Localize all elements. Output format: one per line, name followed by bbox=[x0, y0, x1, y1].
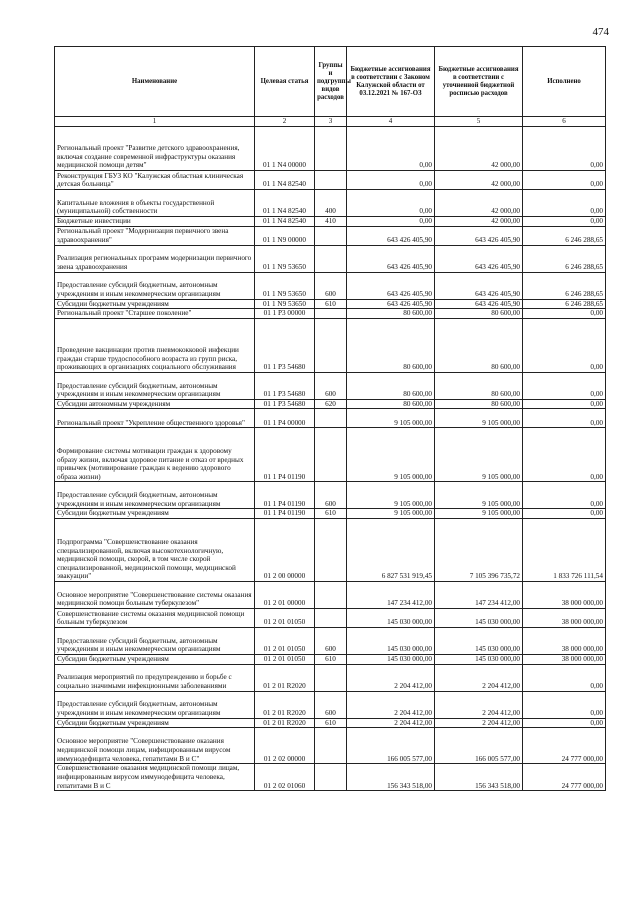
row-name: Предоставление субсидий бюджетным, автономным учреждениям и иным некоммерческим организациям bbox=[55, 691, 255, 718]
row-expense-group: 600 bbox=[315, 627, 347, 654]
row-target-article: 01 1 N9 53650 bbox=[255, 245, 315, 272]
row-target-article: 01 1 P3 00000 bbox=[255, 309, 315, 319]
table-body bbox=[55, 127, 606, 791]
table-row bbox=[55, 664, 606, 691]
row-refined-amount: 2 204 412,00 bbox=[435, 691, 523, 718]
row-executed-amount: 38 000 000,00 bbox=[523, 608, 606, 627]
table-row bbox=[55, 190, 606, 217]
col-name-header: Наименование bbox=[55, 47, 255, 117]
row-law-amount: 6 827 531 919,45 bbox=[347, 518, 435, 581]
row-refined-amount: 166 005 577,00 bbox=[435, 728, 523, 764]
row-executed-amount: 1 833 726 111,54 bbox=[523, 518, 606, 581]
table-row bbox=[55, 627, 606, 654]
row-executed-amount: 0,00 bbox=[523, 428, 606, 482]
column-number: 4 bbox=[347, 117, 435, 127]
row-name: Региональный проект "Модернизация первичного звена здравоохранения" bbox=[55, 226, 255, 245]
row-name: Региональный проект "Старшее поколение" bbox=[55, 309, 255, 319]
col-executed-header: Исполнено bbox=[523, 47, 606, 117]
table-row bbox=[55, 399, 606, 409]
row-name: Формирование системы мотивации граждан к здоровому образу жизни, включая здоровое питание и отказ от вредных привычек (мотивирование граждан к ведению здорового образа жизни) bbox=[55, 428, 255, 482]
page-number: 474 bbox=[592, 26, 609, 38]
table-row bbox=[55, 482, 606, 509]
row-refined-amount: 2 204 412,00 bbox=[435, 664, 523, 691]
row-refined-amount: 2 204 412,00 bbox=[435, 718, 523, 728]
row-target-article: 01 1 P4 01190 bbox=[255, 428, 315, 482]
row-refined-amount: 80 600,00 bbox=[435, 399, 523, 409]
row-name: Субсидии бюджетным учреждениям bbox=[55, 718, 255, 728]
table-row bbox=[55, 299, 606, 309]
row-target-article: 01 1 P4 00000 bbox=[255, 409, 315, 428]
table-row bbox=[55, 728, 606, 764]
row-name: Субсидии бюджетным учреждениям bbox=[55, 654, 255, 664]
row-target-article: 01 1 P4 01190 bbox=[255, 482, 315, 509]
row-refined-amount: 156 343 518,00 bbox=[435, 764, 523, 791]
row-name: Предоставление субсидий бюджетным, автономным учреждениям и иным некоммерческим организациям bbox=[55, 372, 255, 399]
row-refined-amount: 145 030 000,00 bbox=[435, 608, 523, 627]
row-law-amount: 80 600,00 bbox=[347, 372, 435, 399]
row-name: Предоставление субсидий бюджетным, автономным учреждениям и иным некоммерческим организациям bbox=[55, 272, 255, 299]
row-expense-group bbox=[315, 581, 347, 608]
row-target-article: 01 2 02 01060 bbox=[255, 764, 315, 791]
row-law-amount: 2 204 412,00 bbox=[347, 691, 435, 718]
row-name: Совершенствование оказания медицинской помощи лицам, инфицированным вирусом иммунодефицита человека, гепатитами B и C bbox=[55, 764, 255, 791]
row-name: Бюджетные инвестиции bbox=[55, 217, 255, 227]
row-executed-amount: 0,00 bbox=[523, 664, 606, 691]
row-refined-amount: 42 000,00 bbox=[435, 217, 523, 227]
row-executed-amount: 0,00 bbox=[523, 318, 606, 372]
row-name: Реализация мероприятий по предупреждению и борьбе с социально значимыми инфекционными заболеваниями bbox=[55, 664, 255, 691]
row-law-amount: 9 105 000,00 bbox=[347, 509, 435, 519]
row-executed-amount: 6 246 288,65 bbox=[523, 245, 606, 272]
row-law-amount: 166 005 577,00 bbox=[347, 728, 435, 764]
col-refined-header: Бюджетные ассигнования в соответствии с уточненной бюджетной росписью расходов bbox=[435, 47, 523, 117]
column-number: 6 bbox=[523, 117, 606, 127]
row-refined-amount: 80 600,00 bbox=[435, 309, 523, 319]
row-target-article: 01 2 01 01050 bbox=[255, 627, 315, 654]
row-law-amount: 643 426 405,90 bbox=[347, 226, 435, 245]
table-row bbox=[55, 518, 606, 581]
row-refined-amount: 643 426 405,90 bbox=[435, 272, 523, 299]
row-expense-group: 600 bbox=[315, 272, 347, 299]
row-name: Субсидии бюджетным учреждениям bbox=[55, 299, 255, 309]
row-refined-amount: 7 105 396 735,72 bbox=[435, 518, 523, 581]
row-expense-group: 610 bbox=[315, 718, 347, 728]
row-executed-amount: 0,00 bbox=[523, 190, 606, 217]
column-number: 3 bbox=[315, 117, 347, 127]
table-row bbox=[55, 217, 606, 227]
row-expense-group bbox=[315, 127, 347, 171]
row-refined-amount: 80 600,00 bbox=[435, 318, 523, 372]
row-name: Совершенствование системы оказания медицинской помощи больным туберкулезом bbox=[55, 608, 255, 627]
table-row bbox=[55, 171, 606, 190]
row-law-amount: 0,00 bbox=[347, 171, 435, 190]
table-row bbox=[55, 318, 606, 372]
row-law-amount: 80 600,00 bbox=[347, 318, 435, 372]
row-executed-amount: 0,00 bbox=[523, 171, 606, 190]
row-target-article: 01 2 02 00000 bbox=[255, 728, 315, 764]
row-name: Региональный проект "Развитие детского здравоохранения, включая создание современной инфраструктуры оказания медицинской помощи детям" bbox=[55, 127, 255, 171]
row-name: Субсидии бюджетным учреждениям bbox=[55, 509, 255, 519]
row-law-amount: 643 426 405,90 bbox=[347, 245, 435, 272]
row-target-article: 01 1 P3 54680 bbox=[255, 372, 315, 399]
row-target-article: 01 1 N4 82540 bbox=[255, 217, 315, 227]
row-refined-amount: 145 030 000,00 bbox=[435, 627, 523, 654]
row-refined-amount: 643 426 405,90 bbox=[435, 226, 523, 245]
row-name: Предоставление субсидий бюджетным, автономным учреждениям и иным некоммерческим организациям bbox=[55, 482, 255, 509]
row-law-amount: 145 030 000,00 bbox=[347, 654, 435, 664]
row-refined-amount: 42 000,00 bbox=[435, 171, 523, 190]
row-refined-amount: 643 426 405,90 bbox=[435, 245, 523, 272]
col-group-header: Группы и подгруппы видов расходов bbox=[315, 47, 347, 117]
row-law-amount: 0,00 bbox=[347, 127, 435, 171]
row-target-article: 01 1 N9 00000 bbox=[255, 226, 315, 245]
row-executed-amount: 0,00 bbox=[523, 127, 606, 171]
row-expense-group bbox=[315, 664, 347, 691]
table-row bbox=[55, 272, 606, 299]
row-name: Предоставление субсидий бюджетным, автономным учреждениям и иным некоммерческим организациям bbox=[55, 627, 255, 654]
row-target-article: 01 2 01 R2020 bbox=[255, 664, 315, 691]
row-executed-amount: 0,00 bbox=[523, 509, 606, 519]
row-refined-amount: 643 426 405,90 bbox=[435, 299, 523, 309]
row-executed-amount: 6 246 288,65 bbox=[523, 272, 606, 299]
row-expense-group bbox=[315, 318, 347, 372]
row-target-article: 01 1 P3 54680 bbox=[255, 318, 315, 372]
row-expense-group bbox=[315, 171, 347, 190]
table-row bbox=[55, 245, 606, 272]
row-target-article: 01 1 N4 82540 bbox=[255, 171, 315, 190]
row-expense-group bbox=[315, 764, 347, 791]
row-law-amount: 145 030 000,00 bbox=[347, 608, 435, 627]
row-expense-group bbox=[315, 728, 347, 764]
row-target-article: 01 1 N4 00000 bbox=[255, 127, 315, 171]
table-row bbox=[55, 581, 606, 608]
row-executed-amount: 38 000 000,00 bbox=[523, 581, 606, 608]
row-executed-amount: 38 000 000,00 bbox=[523, 627, 606, 654]
table-row bbox=[55, 409, 606, 428]
row-refined-amount: 9 105 000,00 bbox=[435, 428, 523, 482]
row-law-amount: 145 030 000,00 bbox=[347, 627, 435, 654]
header-row bbox=[55, 47, 606, 117]
table-row bbox=[55, 764, 606, 791]
row-name: Подпрограмма "Совершенствование оказания специализированной, включая высокотехнологичную, медицинской помощи, скорой, в том числе скорой специализированной, медицинской помощи, медицинской эвакуации" bbox=[55, 518, 255, 581]
table-row bbox=[55, 718, 606, 728]
row-law-amount: 147 234 412,00 bbox=[347, 581, 435, 608]
row-refined-amount: 9 105 000,00 bbox=[435, 409, 523, 428]
row-expense-group: 400 bbox=[315, 190, 347, 217]
row-expense-group bbox=[315, 245, 347, 272]
row-name: Региональный проект "Укрепление общественного здоровья" bbox=[55, 409, 255, 428]
row-executed-amount: 0,00 bbox=[523, 309, 606, 319]
row-expense-group bbox=[315, 428, 347, 482]
row-law-amount: 9 105 000,00 bbox=[347, 482, 435, 509]
row-law-amount: 80 600,00 bbox=[347, 399, 435, 409]
row-expense-group bbox=[315, 226, 347, 245]
row-law-amount: 9 105 000,00 bbox=[347, 428, 435, 482]
col-code-header: Целевая статья bbox=[255, 47, 315, 117]
row-target-article: 01 1 N9 53650 bbox=[255, 272, 315, 299]
row-target-article: 01 1 N9 53650 bbox=[255, 299, 315, 309]
row-refined-amount: 145 030 000,00 bbox=[435, 654, 523, 664]
row-target-article: 01 2 01 00000 bbox=[255, 581, 315, 608]
row-law-amount: 2 204 412,00 bbox=[347, 664, 435, 691]
row-executed-amount: 0,00 bbox=[523, 482, 606, 509]
row-expense-group bbox=[315, 608, 347, 627]
row-executed-amount: 0,00 bbox=[523, 372, 606, 399]
column-number: 1 bbox=[55, 117, 255, 127]
row-executed-amount: 0,00 bbox=[523, 691, 606, 718]
row-name: Основное мероприятие "Совершенствование системы оказания медицинской помощи больным туберкулезом" bbox=[55, 581, 255, 608]
row-executed-amount: 0,00 bbox=[523, 718, 606, 728]
row-name: Субсидии автономным учреждениям bbox=[55, 399, 255, 409]
row-refined-amount: 147 234 412,00 bbox=[435, 581, 523, 608]
row-executed-amount: 24 777 000,00 bbox=[523, 728, 606, 764]
table-row bbox=[55, 654, 606, 664]
row-name: Капитальные вложения в объекты государственной (муниципальной) собственности bbox=[55, 190, 255, 217]
row-target-article: 01 2 01 R2020 bbox=[255, 691, 315, 718]
row-expense-group: 620 bbox=[315, 399, 347, 409]
column-number: 2 bbox=[255, 117, 315, 127]
row-name: Реализация региональных программ модернизации первичного звена здравоохранения bbox=[55, 245, 255, 272]
row-name: Реконструкция ГБУЗ КО "Калужская областная клиническая детская больница" bbox=[55, 171, 255, 190]
row-target-article: 01 2 01 01050 bbox=[255, 654, 315, 664]
row-refined-amount: 9 105 000,00 bbox=[435, 482, 523, 509]
column-number-row bbox=[55, 117, 606, 127]
table-row bbox=[55, 372, 606, 399]
table-row bbox=[55, 226, 606, 245]
row-refined-amount: 9 105 000,00 bbox=[435, 509, 523, 519]
row-refined-amount: 42 000,00 bbox=[435, 127, 523, 171]
row-law-amount: 156 343 518,00 bbox=[347, 764, 435, 791]
row-law-amount: 643 426 405,90 bbox=[347, 299, 435, 309]
row-expense-group: 610 bbox=[315, 299, 347, 309]
row-expense-group: 610 bbox=[315, 509, 347, 519]
row-expense-group: 600 bbox=[315, 372, 347, 399]
row-expense-group: 600 bbox=[315, 482, 347, 509]
table-row bbox=[55, 509, 606, 519]
row-executed-amount: 38 000 000,00 bbox=[523, 654, 606, 664]
row-name: Проведение вакцинации против пневмококковой инфекции граждан старше трудоспособного возраста из групп риска, проживающих в организациях социального обслуживания bbox=[55, 318, 255, 372]
row-target-article: 01 2 01 01050 bbox=[255, 608, 315, 627]
table-row bbox=[55, 691, 606, 718]
table-row bbox=[55, 309, 606, 319]
col-law-header: Бюджетные ассигнования в соответствии с Законом Калужской области от 03.12.2021 № 167-ОЗ bbox=[347, 47, 435, 117]
row-expense-group bbox=[315, 409, 347, 428]
table-row bbox=[55, 127, 606, 171]
row-target-article: 01 1 P4 01190 bbox=[255, 509, 315, 519]
row-expense-group bbox=[315, 518, 347, 581]
row-law-amount: 0,00 bbox=[347, 190, 435, 217]
row-executed-amount: 0,00 bbox=[523, 399, 606, 409]
row-expense-group: 610 bbox=[315, 654, 347, 664]
row-expense-group bbox=[315, 309, 347, 319]
row-executed-amount: 6 246 288,65 bbox=[523, 299, 606, 309]
row-refined-amount: 80 600,00 bbox=[435, 372, 523, 399]
row-target-article: 01 1 P3 54680 bbox=[255, 399, 315, 409]
table-row bbox=[55, 608, 606, 627]
row-law-amount: 2 204 412,00 bbox=[347, 718, 435, 728]
row-executed-amount: 6 246 288,65 bbox=[523, 226, 606, 245]
row-target-article: 01 1 N4 82540 bbox=[255, 190, 315, 217]
row-executed-amount: 0,00 bbox=[523, 217, 606, 227]
row-executed-amount: 0,00 bbox=[523, 409, 606, 428]
row-target-article: 01 2 00 00000 bbox=[255, 518, 315, 581]
row-executed-amount: 24 777 000,00 bbox=[523, 764, 606, 791]
column-number: 5 bbox=[435, 117, 523, 127]
row-law-amount: 643 426 405,90 bbox=[347, 272, 435, 299]
row-refined-amount: 42 000,00 bbox=[435, 190, 523, 217]
budget-table bbox=[54, 46, 606, 791]
row-law-amount: 0,00 bbox=[347, 217, 435, 227]
row-law-amount: 9 105 000,00 bbox=[347, 409, 435, 428]
row-expense-group: 410 bbox=[315, 217, 347, 227]
table-row bbox=[55, 428, 606, 482]
row-law-amount: 80 600,00 bbox=[347, 309, 435, 319]
row-name: Основное мероприятие "Совершенствование оказания медицинской помощи лицам, инфицированным вирусом иммунодефицита человека, гепатитами B и C" bbox=[55, 728, 255, 764]
row-expense-group: 600 bbox=[315, 691, 347, 718]
row-target-article: 01 2 01 R2020 bbox=[255, 718, 315, 728]
